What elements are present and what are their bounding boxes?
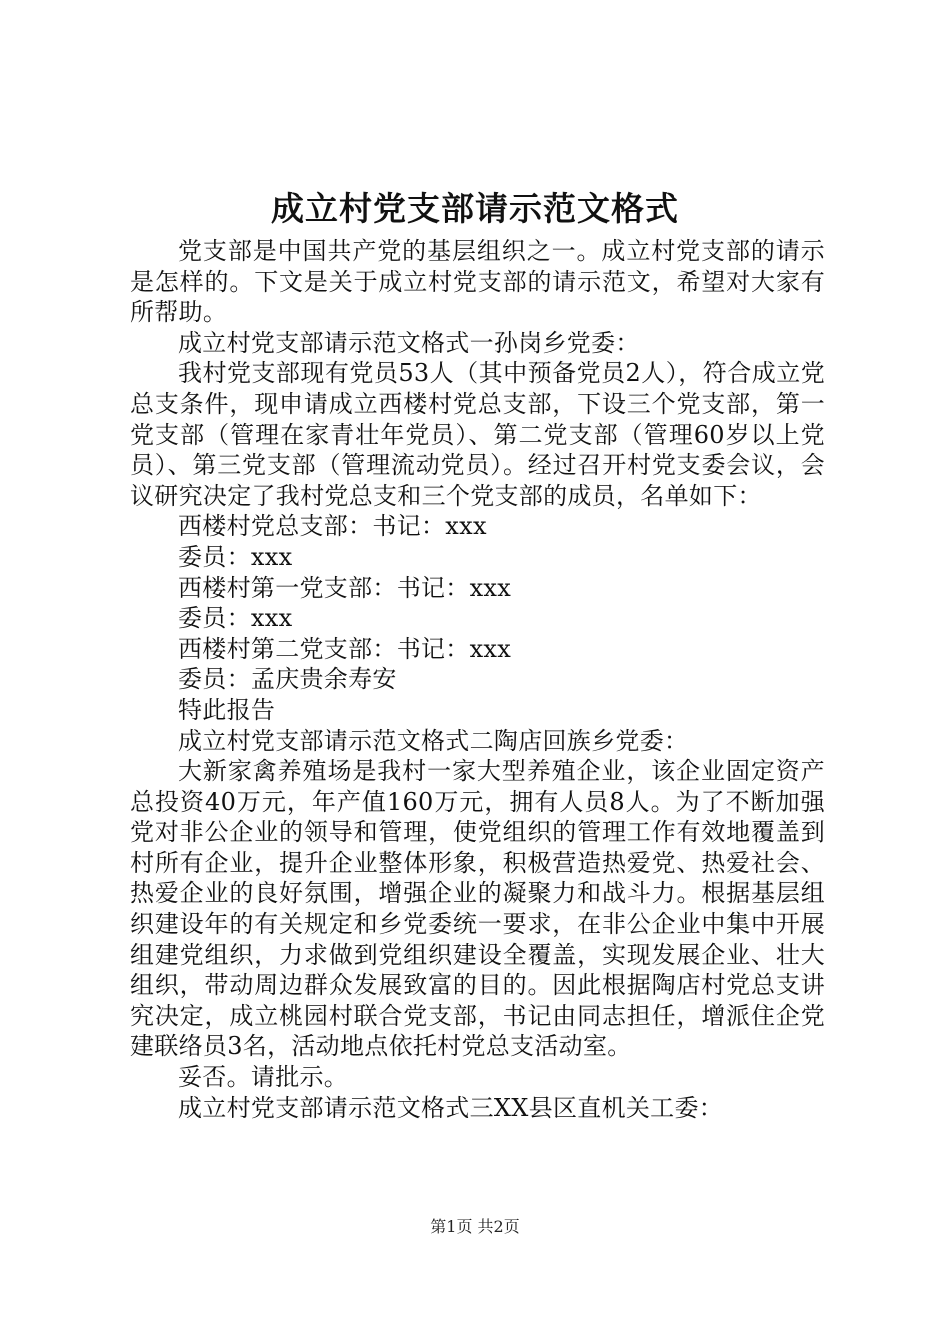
paragraph-sample1-body: 我村党支部现有党员53人（其中预备党员2人），符合成立党总支条件，现申请成立西楼村党总支部，下设三个党支部，第一党支部（管理在家青壮年党员）、第二党支部（管理60岁以上党员）、第三党支部（管理流动党员）。经过召开村党支委会议，会议研究决定了我村党总支和三个党支部的成员，名单如下： — [130, 359, 825, 510]
paragraph-sample3-heading: 成立村党支部请示范文格式三XX县区直机关工委： — [178, 1093, 724, 1122]
paragraph-first-branch: 西楼村第一党支部：书记：xxx — [178, 573, 512, 602]
paragraph-approval-request: 妥否。请批示。 — [178, 1063, 349, 1092]
paragraph-members-1: 委员：xxx — [178, 542, 293, 571]
paragraph-general-branch: 西楼村党总支部：书记：xxx — [178, 512, 487, 541]
paragraph-sample2-body: 大新家禽养殖场是我村一家大型养殖企业，该企业固定资产总投资40万元，年产值160万元，拥有人员8人。为了不断加强党对非公企业的领导和管理，使党组织的管理工作有效地覆盖到村所有企业，提升企业整体形象，积极营造热爱党、热爱社会、热爱企业的良好氛围，增强企业的凝聚力和战斗力。根据基层组织建设年的有关规定和乡党委统一要求，在非公企业中集中开展组建党组织，力求做到党组织建设全覆盖，实现发展企业、壮大组织，带动周边群众发展致富的目的。因此根据陶店村党总支讲究决定，成立桃园村联合党支部，书记由同志担任，增派住企党建联络员3名，活动地点依托村党总支活动室。 — [130, 757, 825, 1061]
document-title: 成立村党支部请示范文格式 — [271, 189, 679, 228]
paragraph-sample2-heading: 成立村党支部请示范文格式二陶店回族乡党委： — [178, 726, 689, 755]
paragraph-intro: 党支部是中国共产党的基层组织之一。成立村党支部的请示是怎样的。下文是关于成立村党支部的请示范文，希望对大家有所帮助。 — [130, 237, 825, 327]
document-body — [130, 236, 825, 1123]
paragraph-sample1-heading: 成立村党支部请示范文格式一孙岗乡党委： — [178, 328, 640, 357]
paragraph-members-3: 委员：孟庆贵余寿安 — [178, 665, 397, 694]
paragraph-report-closing: 特此报告 — [178, 695, 276, 724]
paragraph-second-branch: 西楼村第二党支部：书记：xxx — [178, 634, 512, 663]
page-footer: 第1页 共2页 — [430, 1217, 520, 1236]
paragraph-members-2: 委员：xxx — [178, 604, 293, 633]
